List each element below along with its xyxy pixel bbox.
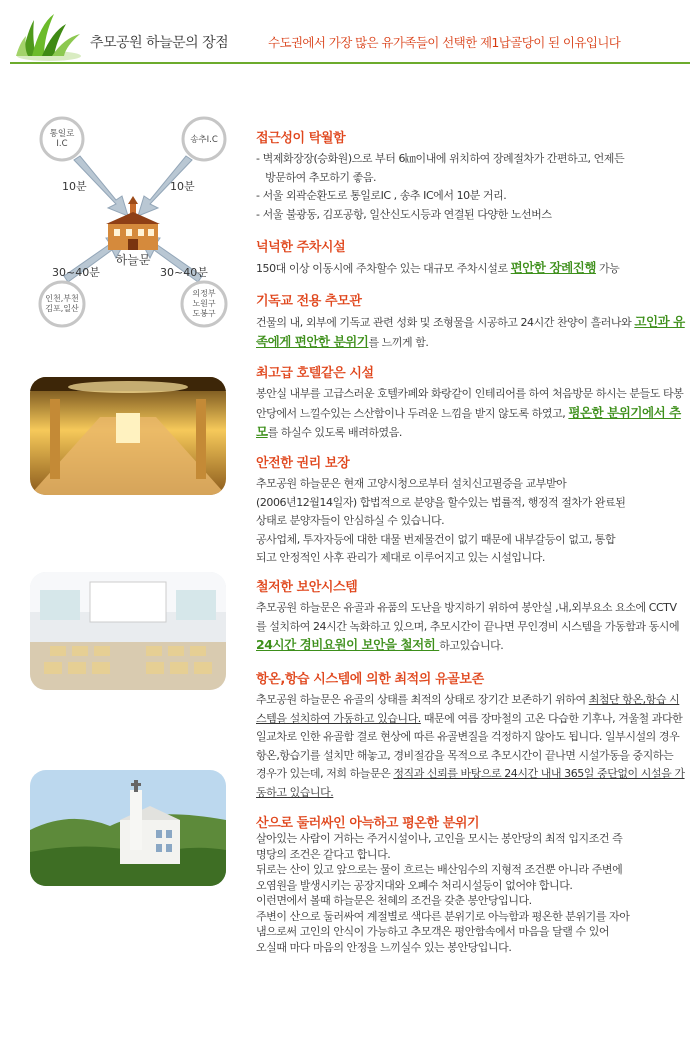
text-line: 주변이 산으로 둘러싸여 계절별로 색다른 분위기로 아늑함과 평온한 분위기를 자아 [256, 909, 630, 923]
section-accessibility [256, 127, 686, 224]
text-line: 추모공원 하늘문은 현재 고양시청으로부터 설치신고필증을 교부받아 [256, 477, 567, 490]
underlined-text: 정직과 신뢰를 바탕으로 24시간 내내 365일 중단없이 시설을 가동하고 있습니다. [256, 767, 685, 799]
svg-text:노원구: 노원구 [192, 299, 216, 308]
section-title: 항온,항습 시스템에 의한 최적의 유골보존 [256, 672, 484, 687]
section-title: 접근성이 탁월함 [256, 131, 346, 146]
section-title: 철저한 보안시스템 [256, 580, 358, 595]
section-title: 최고급 호텔같은 시설 [256, 366, 374, 381]
lobby-photo [30, 377, 226, 495]
body-text: 를 느끼게 함. [368, 335, 429, 349]
svg-text:인천,부천: 인천,부천 [45, 294, 79, 303]
node-tongilro [41, 118, 83, 160]
section-hotel [256, 362, 686, 443]
text-line: 오염원을 발생시키는 공장지대와 오폐수 처리시설등이 없어야 합니다. [256, 878, 573, 892]
location-diagram [38, 112, 228, 332]
text-line: 살아있는 사람이 거하는 주거시설이나, 고인을 모시는 봉안당의 최적 입지조건 즉 [256, 832, 623, 845]
text-line: 공사업체, 투자자등에 대한 대물 번제물건이 없기 때문에 내부갈등이 없고, 통합 [256, 532, 616, 546]
center-label: 하늘문 [115, 253, 151, 267]
svg-text:김포,일산: 김포,일산 [45, 304, 79, 313]
section-rights [256, 452, 686, 568]
page-subtitle: 수도권에서 가장 많은 유가족들이 선택한 제1납골당이 된 이유입니다 [268, 35, 621, 50]
highlight-text: 편안한 장례진행 [510, 260, 596, 275]
svg-text:의정부: 의정부 [192, 289, 216, 298]
body-text: 때문에 여름 장마철의 고온 다습한 기후나, 겨울철 과다한 일교차로 인한 유골함 결로 현상에 따른 유골변질을 걱정하지 않아도 됩니다. 일부시설의 경우 항온,항습기를 설치만 해놓고, 경비절감을 목적으로 추모시간이 끝나면 시설가동을 중지하는 경우가 있는데, 저희 하늘문은 [256, 711, 683, 780]
body-text: 하고있습니다. [439, 639, 504, 652]
text-line: 상태로 분양자들이 안심하실 수 있습니다. [256, 514, 445, 527]
text-line: 이런면에서 볼때 하늘문은 천혜의 조건을 갖춘 봉안당입니다. [256, 894, 532, 907]
section-title: 안전한 권리 보장 [256, 456, 350, 471]
node-songchu [183, 118, 225, 160]
section-parking [256, 236, 686, 279]
text-line: 방문하여 추모하기 좋음. [256, 170, 377, 184]
building-icon [106, 196, 160, 250]
body-text: 가능 [595, 262, 620, 275]
label-tr: 10분 [170, 180, 195, 193]
text-line: - 서울 불광동, 김포공항, 일산신도시등과 연결된 다양한 노선버스 [256, 207, 552, 221]
page-header [0, 0, 700, 64]
section-environment [256, 812, 686, 955]
node-incheon [40, 282, 84, 326]
section-humidity [256, 668, 686, 802]
body-text: 봉안실 내부를 고급스러운 호텔카페와 화랑같이 인테리어를 하여 처음방문 하시는 분들도 타봉안당에서 느낄수있는 스산함이나 두려운 느낌을 받지 않도록 하였고, [256, 387, 684, 420]
highlight-text: 평온한 분위기에서 추모 [256, 404, 681, 439]
highlight-text: 고인과 유족에게 편안한 분위기 [256, 314, 685, 349]
page-title: 추모공원 하늘문의 장점 [90, 35, 229, 51]
label-bl: 30~40분 [52, 266, 100, 279]
section-title: 산으로 둘러싸인 아늑하고 평온한 분위기 [256, 816, 480, 831]
text-line: 오실때 마다 마음의 안정을 느끼실수 있는 봉안당입니다. [256, 940, 512, 954]
grass-leaf-icon [14, 10, 84, 62]
text-line: - 벽제화장장(승화원)으로 부터 6㎞이내에 위치하여 장례절차가 간편하고, 언제든 [256, 152, 625, 165]
svg-text:도봉구: 도봉구 [192, 309, 216, 318]
body-text: 150대 이상 이동시에 주차할수 있는 대규모 주차시설로 [256, 262, 511, 275]
hall-photo [30, 572, 226, 690]
label-tl: 10분 [62, 180, 87, 193]
body-text: 추모공원 하늘문은 유골의 상태를 최적의 상태로 장기간 보존하기 위하여 [256, 693, 589, 706]
text-line: 냄으로써 고인의 안식이 가능하고 추모객은 평안함속에서 마음을 달랠 수 있어 [256, 925, 610, 938]
section-security [256, 576, 686, 656]
node-uijeongbu [182, 282, 226, 326]
section-title: 기독교 전용 추모관 [256, 294, 362, 309]
body-text: 를 하실수 있도록 배려하였음. [267, 426, 402, 439]
text-line: (2006년12월14일자) 합법적으로 분양을 할수있는 법률적, 행정적 절차가 완료된 [256, 495, 626, 509]
label-br: 30~40분 [160, 266, 208, 279]
body-text: 건물의 내, 외부에 기독교 관련 성화 및 조형물을 시공하고 24시간 찬양이 흘러나와 [256, 316, 635, 329]
text-line: 명당의 조건은 같다고 합니다. [256, 847, 391, 861]
svg-text:I.C: I.C [56, 139, 68, 149]
svg-text:통일로: 통일로 [49, 129, 75, 139]
svg-text:송추I.C: 송추I.C [190, 135, 218, 145]
underlined-text: 최첨단 항온,항습 시스템을 설치하여 가동하고 있습니다. [256, 693, 680, 725]
section-title: 넉넉한 주차시설 [256, 240, 346, 255]
text-line: 뒤로는 산이 있고 앞으로는 물이 흐르는 배산임수의 지형적 조건뿐 아니라 주변에 [256, 863, 623, 876]
exterior-photo [30, 770, 226, 886]
text-line: 되고 안정적인 사후 관리가 제대로 이루어지고 있는 시설입니다. [256, 551, 545, 564]
header-divider [10, 62, 690, 64]
text-line: - 서울 외곽순환도로 통일로IC , 송추 IC에서 10분 거리. [256, 189, 507, 202]
section-christian [256, 290, 686, 352]
highlight-text: 24시간 경비요원이 보안을 철저히 [256, 637, 440, 652]
body-text: 추모공원 하늘문은 유골과 유품의 도난을 방지하기 위하여 봉안실 ,내,외부요소 요소에 CCTV를 설치하여 24시간 녹화하고 있으며, 추모시간이 끝나면 무인경비 시스템을 가동함과 동시에 [256, 601, 680, 633]
